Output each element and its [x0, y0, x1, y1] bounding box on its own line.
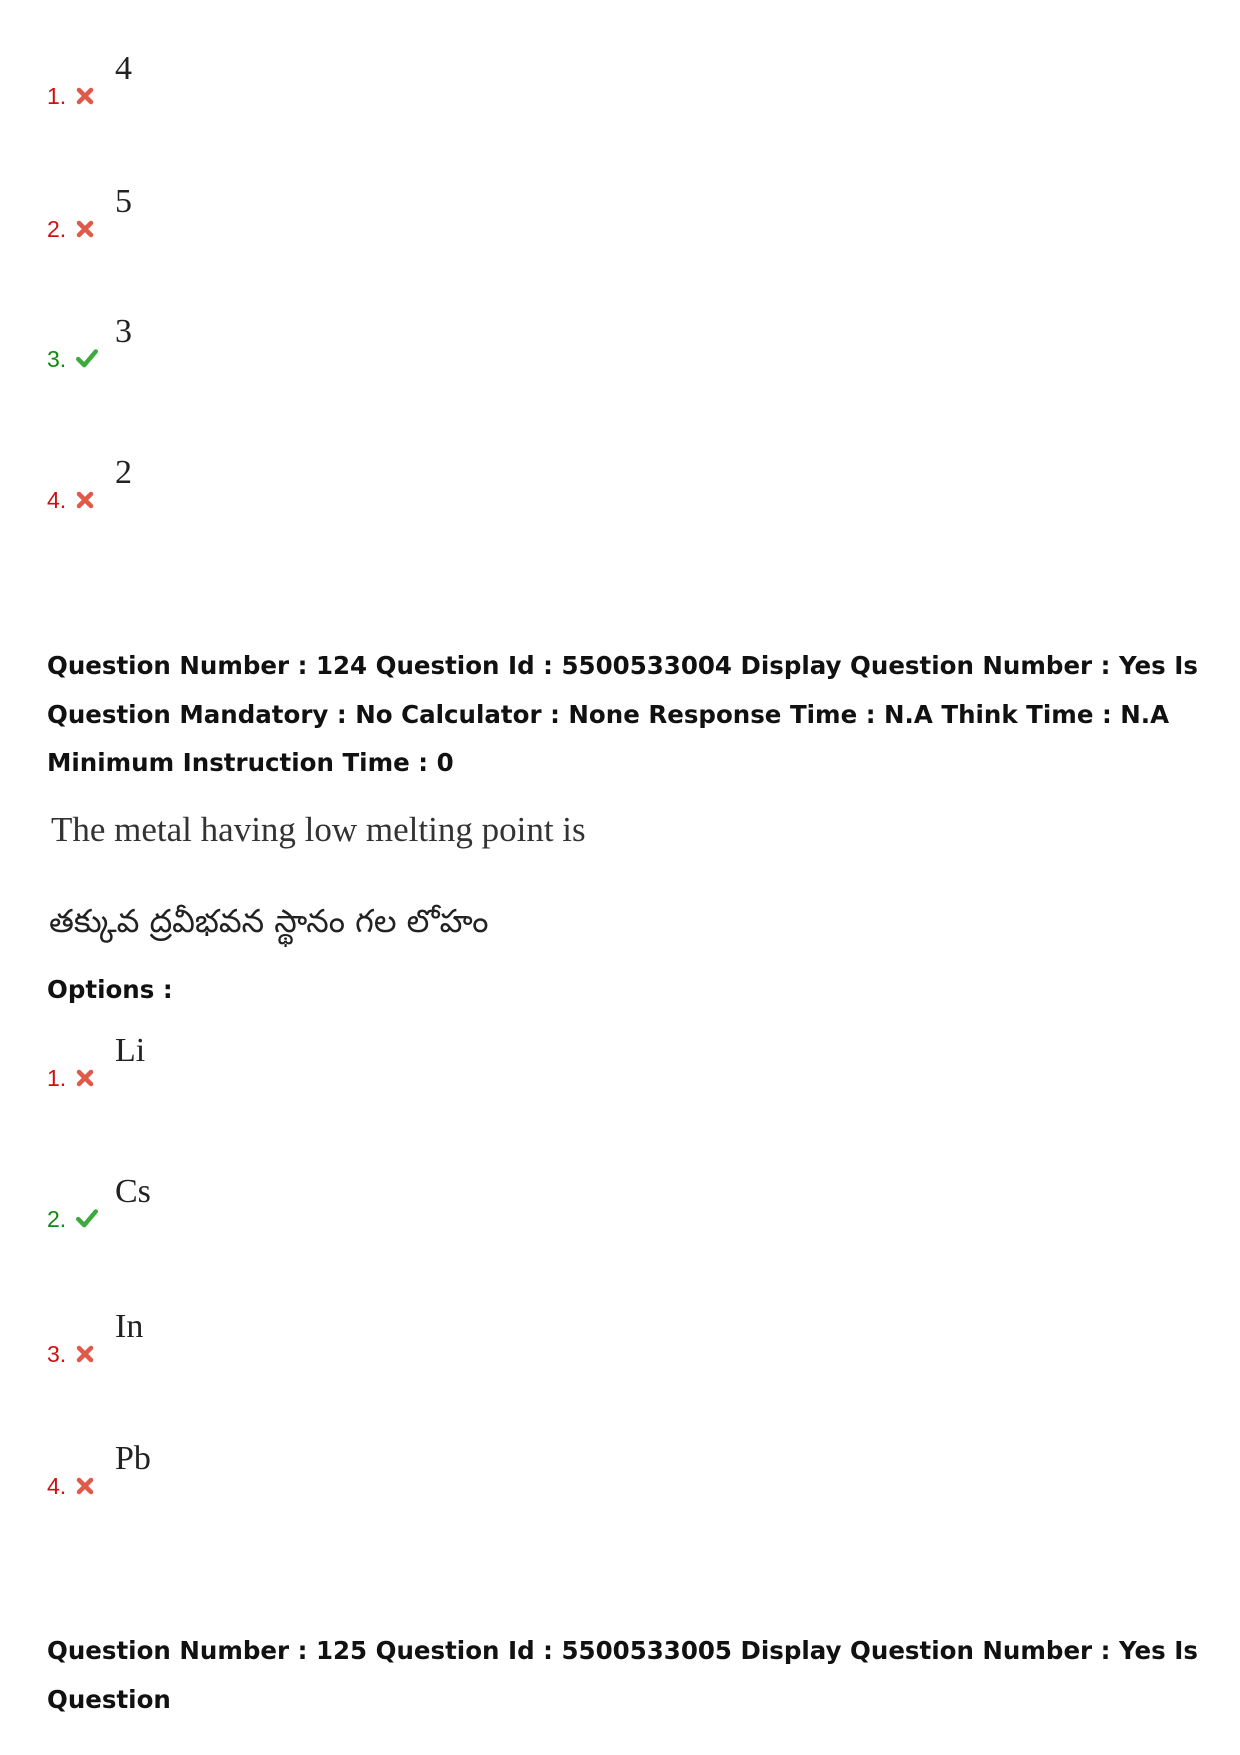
question-meta: Question Number : 125 Question Id : 5500533005 Display Question Number : Yes Is Question [47, 1636, 1198, 1714]
option-number: 2. [47, 216, 67, 242]
option-number: 3. [47, 346, 67, 372]
question-meta: Question Number : 124 Question Id : 5500533004 Display Question Number : Yes Is Question Mandatory : No Calculator : None Response Time : N.A Think Time : N.A Minimum Instruction Time : 0 [47, 651, 1198, 777]
cross-icon [75, 219, 95, 239]
option-number: 1. [47, 1065, 67, 1091]
option-value: 2 [115, 454, 132, 491]
option-number: 2. [47, 1206, 67, 1232]
option-row [47, 444, 447, 514]
checkmark-icon [75, 347, 99, 369]
option-row [47, 1163, 447, 1233]
option-row [47, 40, 447, 110]
option-value: 4 [115, 50, 132, 87]
question-text-telugu: తక్కువ ద్రవీభవన స్థానం గల లోహం [49, 902, 489, 940]
option-number: 1. [47, 83, 67, 109]
option-value: Pb [115, 1440, 151, 1477]
option-row [47, 1298, 447, 1368]
question-text-english: The metal having low melting point is [51, 810, 586, 849]
option-value: 5 [115, 183, 132, 220]
cross-icon [75, 1476, 95, 1496]
cross-icon [75, 86, 95, 106]
checkmark-icon [75, 1207, 99, 1229]
option-value: Cs [115, 1173, 151, 1210]
option-row [47, 1022, 447, 1092]
option-number: 4. [47, 487, 67, 513]
options-label: Options : [47, 975, 173, 1004]
option-number: 4. [47, 1473, 67, 1499]
option-row [47, 303, 447, 373]
option-row [47, 1430, 447, 1500]
option-value: Li [115, 1032, 146, 1069]
cross-icon [75, 1068, 95, 1088]
option-number: 3. [47, 1341, 67, 1367]
cross-icon [75, 1344, 95, 1364]
option-value: 3 [115, 313, 132, 350]
option-row [47, 173, 447, 243]
option-value: In [115, 1308, 144, 1345]
cross-icon [75, 490, 95, 510]
